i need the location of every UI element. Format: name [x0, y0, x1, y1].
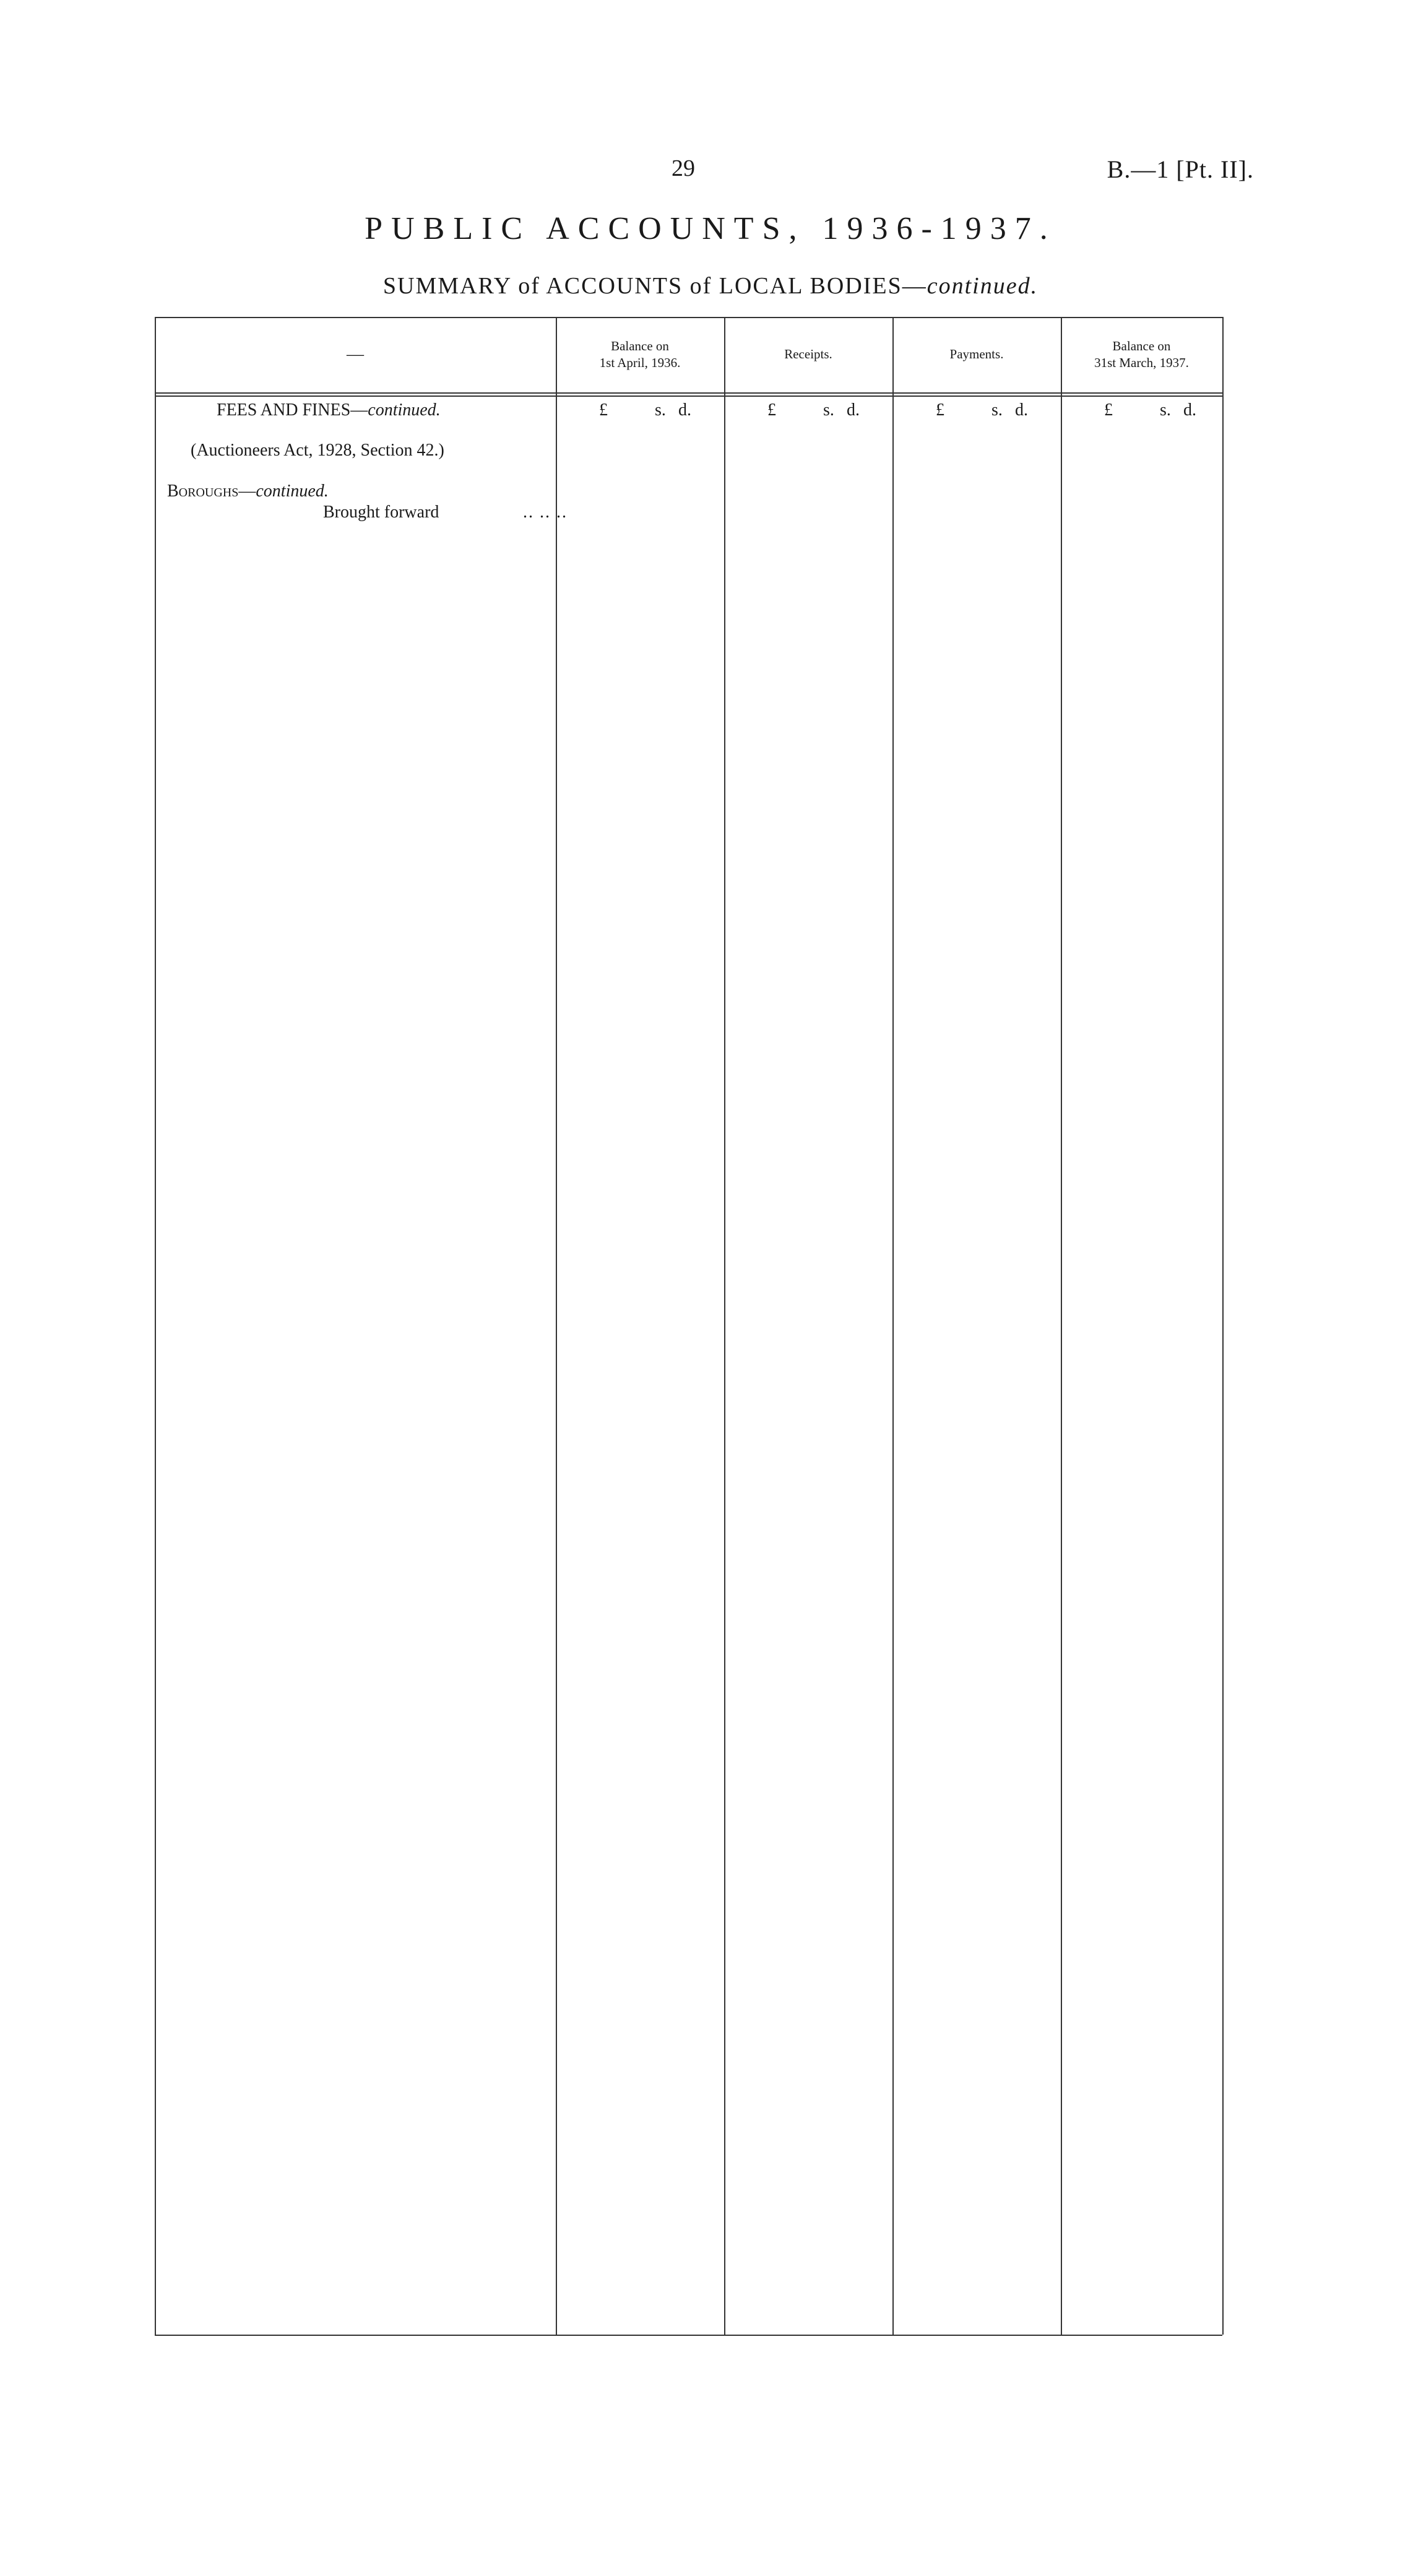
unit-label: d. — [1183, 400, 1196, 420]
unit-label: s. — [823, 400, 834, 420]
table-bottom-rule — [155, 2335, 1222, 2336]
unit-label: £ — [767, 400, 776, 420]
unit-label: s. — [1160, 400, 1171, 420]
page-title: PUBLIC ACCOUNTS, 1936-1937. — [365, 211, 1056, 246]
subtitle-main: SUMMARY of ACCOUNTS of LOCAL BODIES— — [382, 273, 927, 299]
header-bottom-rule — [155, 395, 1222, 397]
unit-label: d. — [847, 400, 860, 420]
column-divider — [1061, 317, 1062, 2335]
leader-dots: .. .. .. — [523, 503, 568, 522]
column-header-balance-close: Balance on 31st March, 1937. — [1094, 338, 1189, 370]
column-header-receipts: Receipts. — [784, 347, 832, 362]
document-reference: B.—1 [Pt. II]. — [1107, 155, 1254, 183]
accounts-table — [155, 317, 1222, 2576]
page-subtitle — [0, 272, 1421, 300]
unit-label: d. — [1015, 400, 1028, 420]
fees-heading — [217, 400, 441, 420]
page-number: 29 — [672, 155, 695, 181]
column-divider — [724, 317, 725, 2335]
boroughs-heading-main: Boroughs— — [167, 482, 256, 501]
unit-label: £ — [599, 400, 608, 420]
unit-label: d. — [678, 400, 691, 420]
table-border — [1222, 317, 1224, 2335]
column-header-first: — — [347, 344, 364, 364]
column-divider — [556, 317, 557, 2335]
fees-heading-main: FEES AND FINES— — [217, 400, 368, 420]
table-border — [155, 317, 156, 2335]
subtitle-italic: continued. — [926, 273, 1039, 299]
column-header-balance-open: Balance on 1st April, 1936. — [599, 338, 681, 370]
column-header-payments: Payments. — [949, 347, 1004, 362]
boroughs-heading — [167, 482, 329, 501]
boroughs-heading-italic: continued. — [256, 482, 329, 501]
unit-label: £ — [1104, 400, 1113, 420]
column-divider — [892, 317, 894, 2335]
brought-forward-label: Brought forward — [323, 503, 439, 522]
header-bottom-rule — [155, 392, 1222, 394]
fees-act: (Auctioneers Act, 1928, Section 42.) — [191, 441, 444, 460]
unit-label: s. — [991, 400, 1003, 420]
unit-label: s. — [655, 400, 666, 420]
fees-heading-italic: continued. — [368, 400, 441, 420]
unit-label: £ — [936, 400, 944, 420]
